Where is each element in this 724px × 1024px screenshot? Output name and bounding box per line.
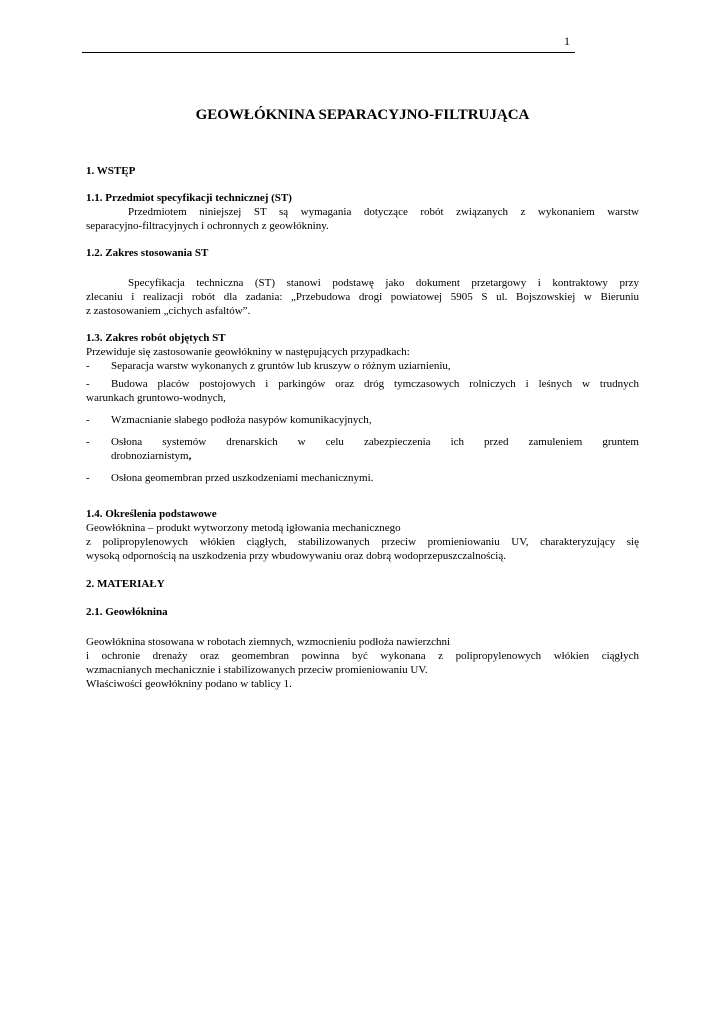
section-1-4-line-2: z polipropylenowych włókien ciągłych, stabilizowanych przeciw promieniowaniu UV, charakteryzujący się (86, 536, 639, 548)
section-1-1-line-2: separacyjno-filtracyjnych i ochronnych z geowłókniny. (86, 220, 329, 232)
section-1-2-line-1: Specyfikacja techniczna (ST) stanowi podstawę jako dokument przetargowy i kontraktowy przy (128, 277, 639, 289)
section-1-2-line-2: zlecaniu i realizacji robót dla zadania: „Przebudowa drogi powiatowej 5905 S ul. Bojszowskiej w Bieruniu (86, 291, 639, 303)
list-item-text: Wzmacnianie słabego podłoża nasypów komunikacyjnych, (111, 414, 372, 426)
list-item (86, 435, 639, 463)
document-title: GEOWŁÓKNINA SEPARACYJNO-FILTRUJĄCA (195, 107, 530, 123)
section-1-1-heading: 1.1. Przedmiot specyfikacji technicznej (ST) (86, 192, 292, 204)
list-item-line: drobnoziarnistym (111, 450, 189, 462)
list-dash: - (86, 436, 90, 448)
section-1-1-line-1: Przedmiotem niniejszej ST są wymagania dotyczące robót związanych z wykonaniem warstw (128, 206, 639, 218)
list-item-text: Osłona geomembran przed uszkodzeniami mechanicznymi. (111, 472, 374, 484)
list-item (86, 413, 639, 427)
header-rule (82, 52, 575, 53)
list-dash: - (86, 472, 90, 484)
document-body (86, 106, 639, 691)
page-number: 1 (564, 34, 570, 48)
section-2-1-line-2: i ochronie drenaży oraz geomembran powinna być wykonana z polipropylenowych włókien ciągłych (86, 650, 639, 662)
section-2-1-heading: 2.1. Geowłóknina (86, 606, 168, 618)
section-1-2-line-3: z zastosowaniem „cichych asfaltów”. (86, 305, 251, 317)
list-item-text (111, 435, 639, 463)
list-dash: - (86, 360, 90, 372)
section-2-1-line-3: wzmacnianych mechanicznie i stabilizowanych przeciw promieniowaniu UV. (86, 664, 428, 676)
section-1-3-intro: Przewiduje się zastosowanie geowłókniny w następujących przypadkach: (86, 346, 410, 358)
list-item-line: Osłona systemów drenarskich w celu zabezpieczenia ich przed zamuleniem gruntem (111, 436, 639, 448)
section-2-1-line-4: Właściwości geowłókniny podano w tablicy 1. (86, 678, 292, 690)
section-1-4-line-3: wysoką odpornością na uszkodzenia przy wbudowywaniu oraz dobrą wodoprzepuszczalnością. (86, 550, 506, 562)
list-dash: - (86, 378, 90, 390)
section-1-heading: 1. WSTĘP (86, 165, 136, 177)
list-item-comma: , (188, 450, 192, 462)
section-2-heading: 2. MATERIAŁY (86, 578, 165, 590)
list-item-text-continued: warunkach gruntowo-wodnych, (86, 392, 226, 404)
section-1-4-heading: 1.4. Określenia podstawowe (86, 508, 217, 520)
section-1-3-heading: 1.3. Zakres robót objętych ST (86, 332, 226, 344)
list-item (86, 471, 639, 485)
section-1-4-line-1: Geowłóknina – produkt wytworzony metodą igłowania mechanicznego (86, 522, 401, 534)
section-2-1-line-1: Geowłóknina stosowana w robotach ziemnych, wzmocnieniu podłoża nawierzchni (86, 636, 451, 648)
section-1-2-heading: 1.2. Zakres stosowania ST (86, 247, 209, 259)
list-item-text: Separacja warstw wykonanych z gruntów lub kruszyw o różnym uziarnieniu, (111, 360, 451, 372)
list-dash: - (86, 414, 90, 426)
list-item (86, 377, 639, 405)
list-item (86, 359, 639, 373)
list-item-text: Budowa placów postojowych i parkingów oraz dróg tymczasowych rolniczych i leśnych w trudnych (111, 378, 639, 390)
